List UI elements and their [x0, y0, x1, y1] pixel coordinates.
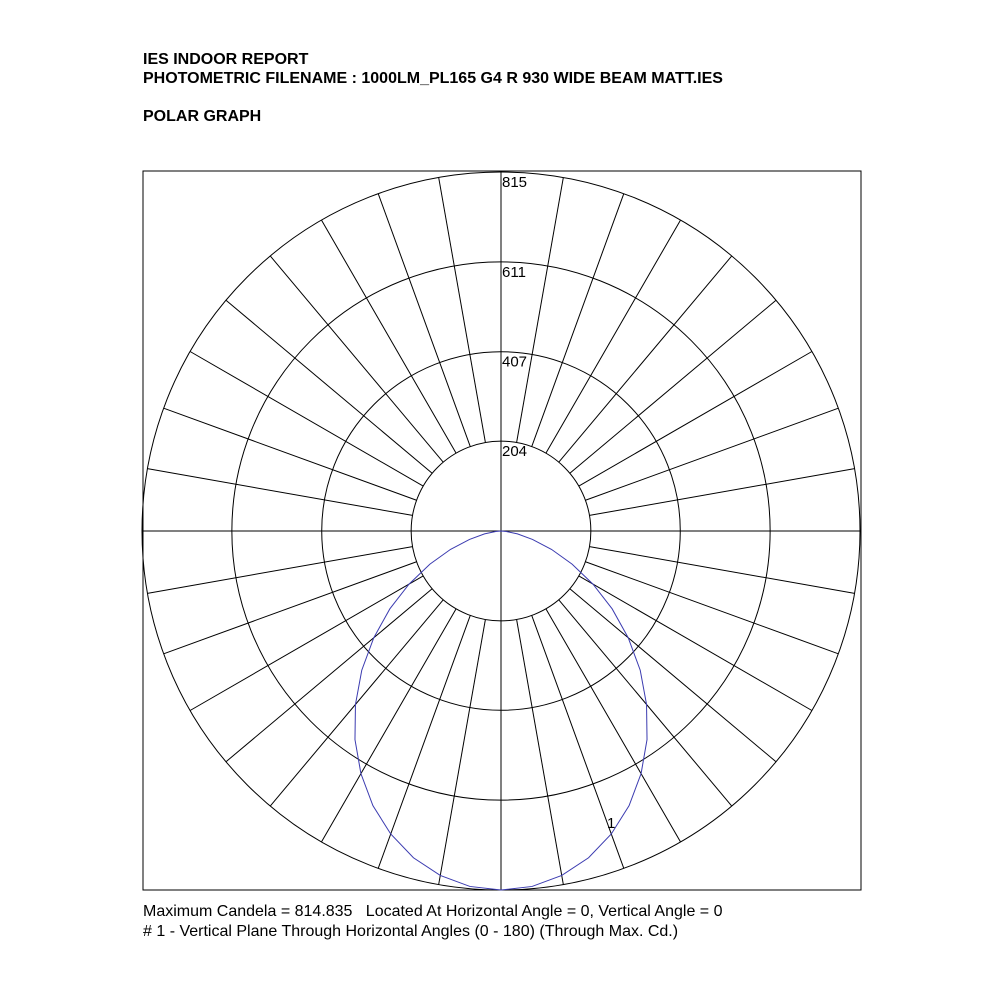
spoke-70	[585, 408, 838, 500]
spoke-170	[517, 619, 564, 884]
max-candela-text: Maximum Candela = 814.835 Located At Horizontal Angle = 0, Vertical Angle = 0	[143, 903, 723, 920]
spoke-30	[546, 220, 681, 453]
spoke-330	[322, 220, 457, 453]
spoke-280	[147, 469, 412, 516]
spoke-110	[585, 562, 838, 654]
spoke-100	[589, 547, 854, 594]
curve-legend-text: # 1 - Vertical Plane Through Horizontal Angles (0 - 180) (Through Max. Cd.)	[143, 923, 679, 940]
graph-title: POLAR GRAPH	[143, 108, 262, 125]
ring-label-204: 204	[502, 443, 528, 461]
chart-footer	[143, 902, 722, 942]
ring-label-407: 407	[502, 353, 528, 371]
spoke-350	[439, 177, 486, 442]
spoke-190	[439, 619, 486, 884]
spoke-290	[164, 408, 417, 500]
spoke-60	[579, 352, 812, 487]
photometric-filename: PHOTOMETRIC FILENAME : 1000LM_PL165 G4 R 930 WIDE BEAM MATT.IES	[143, 70, 723, 87]
spoke-150	[546, 609, 681, 842]
spoke-300	[190, 352, 423, 487]
spoke-20	[532, 194, 624, 447]
spoke-10	[517, 177, 564, 442]
spoke-240	[190, 576, 423, 711]
spoke-260	[147, 547, 412, 594]
ring-label-611: 611	[502, 263, 526, 281]
series-label-1: 1	[607, 815, 616, 832]
ring-label-815: 815	[502, 174, 528, 191]
report-title: IES INDOOR REPORT	[143, 51, 309, 68]
spoke-120	[579, 576, 812, 711]
spoke-250	[164, 562, 417, 654]
spoke-80	[589, 469, 854, 516]
spoke-340	[378, 194, 470, 447]
spoke-200	[378, 615, 470, 868]
ring-labels	[502, 174, 615, 832]
spoke-210	[322, 609, 457, 842]
